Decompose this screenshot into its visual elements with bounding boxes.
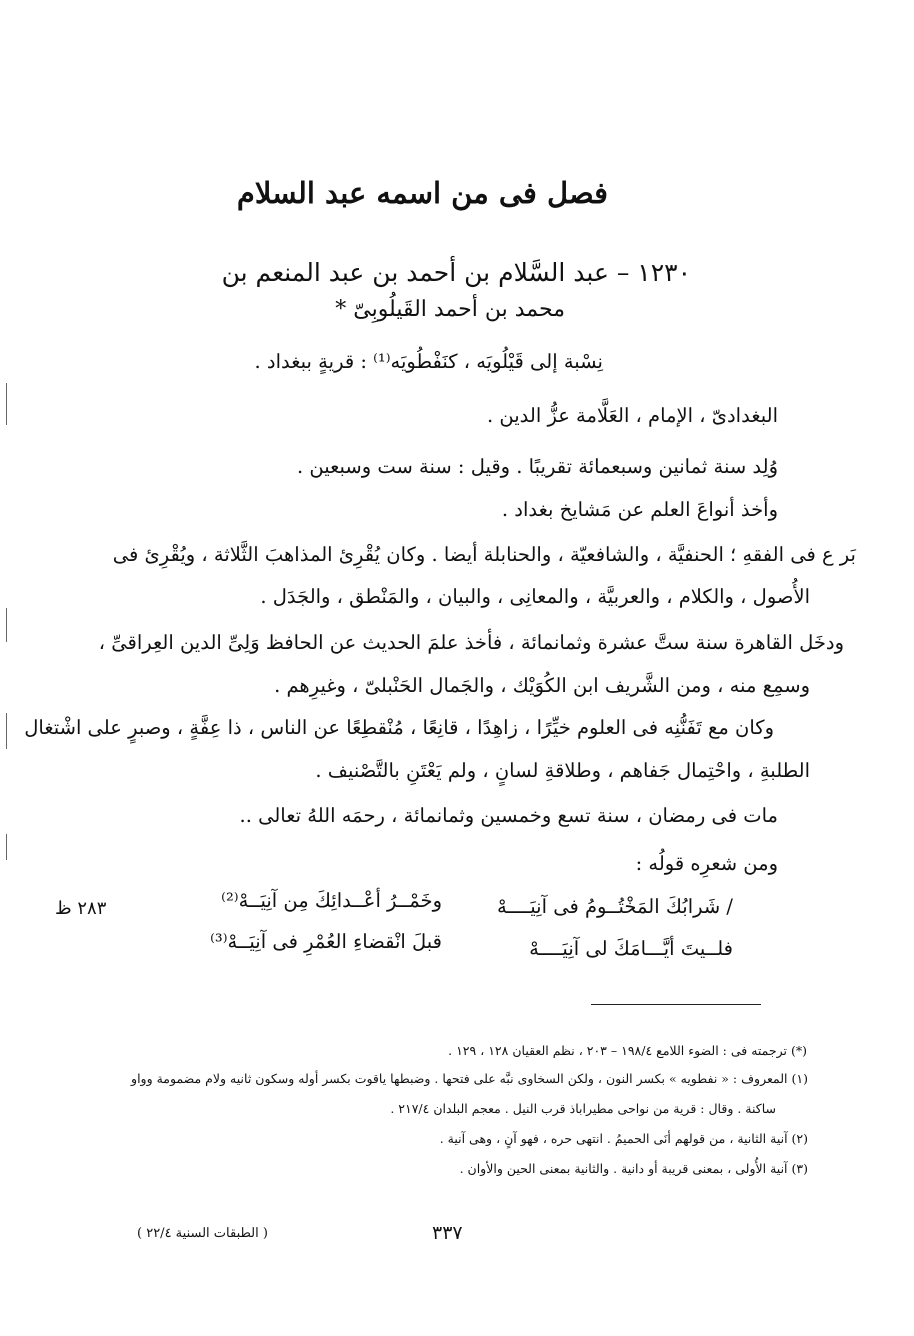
margin-folio-note: ٢٨٣ ظ <box>55 898 107 919</box>
verse-1-first-hemistich: / شَرابُكَ المَخْتُــومُ فى آنِيَــــهْ <box>496 895 733 918</box>
chapter-heading: فصل فى من اسمه عبد السلام <box>236 176 608 210</box>
scan-margin-mark <box>6 383 7 425</box>
entry-heading-line1: ١٢٣٠ – عبد السَّلام بن أحمد بن عبد المنعم بن <box>221 258 691 287</box>
body-line: وكان مع تَفَنُّنِه فى العلوم خيِّرًا ، زاهِدًا ، قانِعًا ، مُنْقطِعًا عن الناس ، ذا عِفَّةٍ ، وصبرٍ على اشْتغال <box>24 716 774 739</box>
footnote: (٣) آنية الأُولى ، بمعنى قريبة أو دانية . والثانية بمعنى الحين والأوان . <box>459 1161 808 1176</box>
entry-heading-line2: محمد بن أحمد القَيلُوبِىّ * <box>335 297 565 322</box>
body-line: مات فى رمضان ، سنة تسع وخمسين وثمانمائة ، رحمَه اللهُ تعالى .. <box>239 804 778 827</box>
body-line: ومن شعرِه قولُه : <box>635 852 778 875</box>
page-number: ٣٣٧ <box>432 1222 463 1244</box>
footnote: ساكنة . وقال : قرية من نواحى مطيراباذ قرب النيل . معجم البلدان ٢١٧/٤ . <box>390 1101 776 1116</box>
body-line: ودخَل القاهرة سنة ستَّ عشرة وثمانمائة ، فأخذ علمَ الحديث عن الحافظ وَلِىِّ الدين العِراقىِّ ، <box>98 631 844 654</box>
scan-margin-mark <box>6 713 7 749</box>
body-line: وُلِد سنة ثمانين وسبعمائة تقريبًا . وقيل : سنة ست وسبعين . <box>297 455 778 478</box>
body-line: الطلبةِ ، واحْتِمال جَفاهم ، وطلاقةِ لسانٍ ، ولم يَعْتَنِ بالتَّصْنيف . <box>315 759 810 782</box>
scan-margin-mark <box>6 608 7 642</box>
body-line: وسمِع منه ، ومن الشَّريف ابن الكُوَيْك ، والجَمال الحَنْبلىّ ، وغيرِهم . <box>274 674 810 697</box>
verse-2-first-hemistich: فلــيتَ أيَّـــامَكَ لى آنِيَــــهْ <box>529 937 733 960</box>
body-line: نِسْبة إلى قَيْلُويَه ، كنَفْطُويَه⁽¹⁾ : قريةٍ ببغداد . <box>254 350 603 373</box>
body-line: البغدادىّ ، الإمام ، العَلَّامة عزُّ الدين . <box>487 404 778 427</box>
footnote-separator <box>591 1004 761 1005</box>
footnote: (١) المعروف : « نفطويه » بكسر النون ، ولكن السخاوى نبَّه على فتحها . وضبطها ياقوت بكسر أوله وسكون ثانيه ولام مضمومة وواو <box>131 1071 808 1086</box>
volume-signature: ( الطبقات السنية ٢٢/٤ ) <box>137 1226 268 1241</box>
verse-1-second-hemistich: وخَمْــرُ أعْــدائِكَ مِن آنِيَــهْ⁽²⁾ <box>221 889 442 912</box>
footnote: (*) ترجمته فى : الضوء اللامع ١٩٨/٤ – ٢٠٣ ، نظم العقيان ١٢٨ ، ١٢٩ . <box>448 1043 807 1058</box>
scan-margin-mark <box>6 834 7 860</box>
footnote: (٢) آنية الثانية ، من قولهم أنَى الحميمُ . انتهى حره ، فهو آنٍ ، وهى آنية . <box>439 1131 808 1146</box>
verse-2-second-hemistich: قبلَ انْقضاءِ العُمْرِ فى آنِيَــهْ⁽³⁾ <box>210 930 442 953</box>
body-line: بَر ع فى الفقهِ ؛ الحنفيَّة ، والشافعيّة ، والحنابلة أيضا . وكان يُقْرِئ المذاهبَ الثَّلاثة ، ويُقْرِئ فى <box>112 543 856 566</box>
body-line: الأُصول ، والكلام ، والعربيَّة ، والمعانِى ، والبيان ، والمَنْطق ، والجَدَل . <box>260 585 810 608</box>
body-line: وأخذ أنواعَ العلم عن مَشايخ بغداد . <box>501 498 778 521</box>
